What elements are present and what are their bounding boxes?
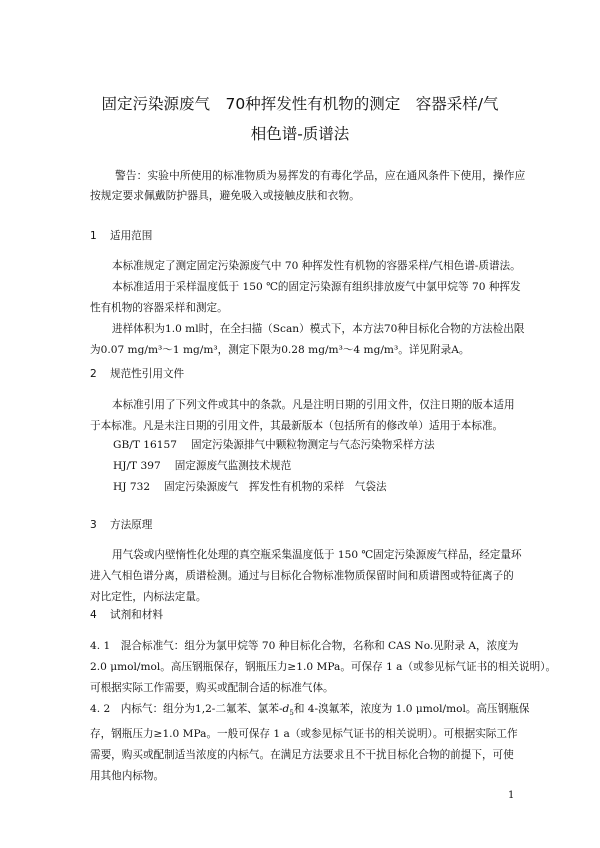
reference-item xyxy=(113,437,435,452)
paragraph-line: 4. 2 内标气：组分为1,2-二氟苯、氯苯$-d_5$和 4-溴氟苯，浓度为 1.0 μmol/mol。高压钢瓶保 xyxy=(90,703,530,718)
section-number: 4 xyxy=(90,609,97,621)
section-title: 适用范围 xyxy=(110,230,153,242)
section-number: 3 xyxy=(90,519,97,531)
paragraph-line: 需要，购买或配制适当浓度的内标气。在满足方法要求且不干扰目标化合物的前提下，可使 xyxy=(90,749,514,762)
paragraph-line: 4. 1 混合标准气：组分为氯甲烷等 70 种目标化合物，名称和 CAS No.见附录 A，浓度为 xyxy=(90,640,519,652)
section-2-body xyxy=(90,395,522,437)
paragraph-line: 为0.07 mg/m³～1 mg/m³，测定下限为0.28 mg/m³～4 mg/m³。详见附录A。 xyxy=(90,344,470,356)
paragraph-line: 对比定性，内标法定量。 xyxy=(90,591,207,603)
reference-code: GB/T 16157 xyxy=(113,439,177,451)
paragraph-line: 2.0 μmol/mol。高压钢瓶保存，钢瓶压力≥1.0 MPa。可保存 1 a（或参见标气证书的相关说明）。 xyxy=(90,661,557,673)
item-text: 和 4-溴氟苯，浓度为 1.0 μmol/mol。高压钢瓶保 xyxy=(293,703,530,715)
warning-block xyxy=(90,166,526,206)
chemical-subscript: d xyxy=(282,703,290,715)
paragraph-line: 于本标准。凡是未注日期的引用文件，其最新版本（包括所有的修改单）适用于本标准。 xyxy=(90,420,504,432)
paragraph-line: 本标准引用了下列文件或其中的条款。凡是注明日期的引用文件，仅注日期的版本适用 xyxy=(112,399,515,411)
section-heading-3 xyxy=(90,517,152,532)
section-3-body xyxy=(90,545,522,608)
paragraph-line: 存，钢瓶压力≥1.0 MPa。一般可保存 1 a（或参见标气证书的相关说明）。可根据实际工作 xyxy=(90,728,518,741)
reference-name: 固定源废气监测技术规范 xyxy=(174,460,292,472)
section-1-body xyxy=(90,256,525,361)
paragraph-line: 进样体积为1.0 ml时，在全扫描（Scan）模式下，本方法70种目标化合物的方法检出限 xyxy=(112,323,525,335)
reference-name: 固定污染源废气 挥发性有机物的采样 气袋法 xyxy=(164,481,387,493)
section-title: 试剂和材料 xyxy=(110,609,163,621)
section-title: 规范性引用文件 xyxy=(110,368,185,380)
reference-code: HJ 732 xyxy=(113,481,151,493)
paragraph-line: 进入气相色谱分离，质谱检测。通过与目标化合物标准物质保留时间和质谱图或特征离子的 xyxy=(90,570,514,582)
paragraph-line: 可根据实际工作需要，购买或配制合适的标准气体。 xyxy=(90,682,334,694)
paragraph-line: 用其他内标物。 xyxy=(90,770,165,783)
warning-line1: 警告：实验中所使用的标准物质为易挥发的有毒化学品，应在通风条件下使用，操作应 xyxy=(115,169,526,182)
section-heading-2 xyxy=(90,366,184,381)
section-heading-4 xyxy=(90,607,163,622)
document-title-line1: 固定污染源废气 70种挥发性有机物的测定 容器采样/气 xyxy=(101,95,499,113)
section-number: 2 xyxy=(90,368,97,380)
section-title: 方法原理 xyxy=(110,519,153,531)
section-heading-1 xyxy=(90,228,152,243)
warning-line2: 按规定要求佩戴防护器具，避免吸入或接触皮肤和衣物。 xyxy=(90,189,360,202)
paragraph-line: 本标准规定了测定固定污染源废气中 70 种挥发性有机物的容器采样/气相色谱-质谱法。 xyxy=(112,260,521,272)
document-title-line2: 相色谱-质谱法 xyxy=(250,125,350,143)
section-number: 1 xyxy=(90,230,97,242)
item-text: 4. 2 内标气：组分为1,2-二氟苯、氯苯- xyxy=(90,703,283,715)
reference-item xyxy=(113,458,291,473)
paragraph-line: 用气袋或内壁惰性化处理的真空瓶采集温度低于 150 ℃固定污染源废气样品，经定量环 xyxy=(112,549,522,561)
page-number: 1 xyxy=(508,790,515,801)
reference-code: HJ/T 397 xyxy=(113,460,161,472)
reference-item xyxy=(113,479,387,494)
paragraph-line: 本标准适用于采样温度低于 150 ℃的固定污染源有组织排放废气中氯甲烷等 70 种挥发 xyxy=(112,281,521,293)
reference-name: 固定污染源排气中颗粒物测定与气态污染物采样方法 xyxy=(190,439,435,451)
paragraph-line: 性有机物的容器采样和测定。 xyxy=(90,302,228,314)
section-4-body xyxy=(90,636,557,787)
